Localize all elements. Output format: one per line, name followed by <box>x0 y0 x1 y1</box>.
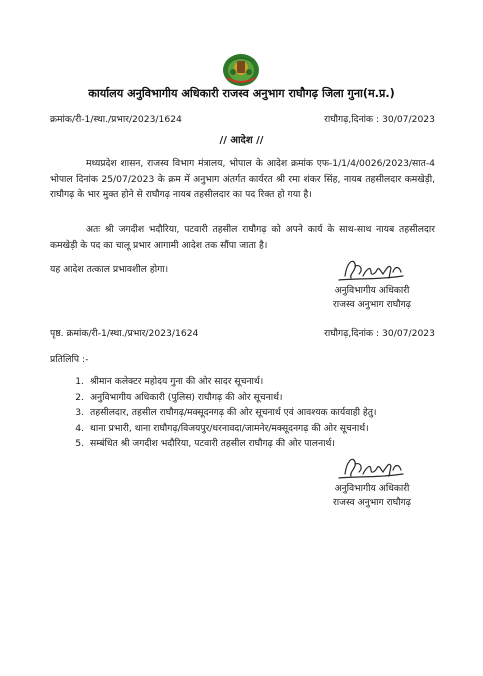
reference-row <box>50 112 435 125</box>
handwritten-signature-icon <box>337 254 407 284</box>
list-item <box>58 374 438 390</box>
order-paragraph-1-text: मध्यप्रदेश शासन, राजस्व विभाग मंत्रालय, भोपाल के आदेश क्रमांक एफ-1/1/4/0026/2023/सात-4 भोपाल दिनांक 25/07/2023 के क्रम में अनुभाग अंतर्गत कार्यरत श्री रमा शंकर सिंह, नायब तहसीलदार कमखेड़ी, राघौगढ़ के भार मुक्त होने से राघौगढ़ नायब तहसीलदार का पद रिक्त हो गया है। <box>50 158 435 200</box>
order-paragraph-3-text: यह आदेश तत्काल प्रभावशील होगा। <box>50 264 169 275</box>
signature-block-2 <box>302 452 442 510</box>
list-item-number: 4. <box>75 422 84 434</box>
list-item <box>58 436 438 452</box>
mp-government-emblem-icon <box>221 52 261 88</box>
order-paragraph-1 <box>50 156 435 203</box>
copy-list <box>58 374 438 452</box>
list-item-text: तहसीलदार, तहसील राघौगढ़/मक्सूदनगढ़ की ओर सूचनार्थ एवं आवश्यक कार्यवाही हेतु। <box>90 407 377 418</box>
list-item-number: 3. <box>75 407 84 418</box>
endorsement-row <box>50 326 435 339</box>
list-item-text: श्रीमान कलेक्टर महोदय गुना की ओर सादर सूचनार्थ। <box>90 376 264 387</box>
order-date: राघौगढ़,दिनांक : 30/07/2023 <box>324 114 435 125</box>
list-item <box>58 390 438 406</box>
list-item <box>58 421 438 437</box>
list-item-number: 5. <box>75 438 84 449</box>
handwritten-signature-icon <box>337 452 407 482</box>
endorsement-date: राघौगढ़,दिनांक : 30/07/2023 <box>324 328 435 339</box>
list-item-number: 1. <box>75 376 84 387</box>
signature-office: राजस्व अनुभाग राघौगढ़ <box>333 497 411 508</box>
signature-designation: अनुविभागीय अधिकारी <box>334 483 410 494</box>
list-item <box>58 405 438 421</box>
list-item-number: 2. <box>75 391 84 403</box>
copy-to-label: प्रतिलिपि :- <box>50 354 89 365</box>
signature-designation: अनुविभागीय अधिकारी <box>334 285 410 296</box>
signature-office: राजस्व अनुभाग राघौगढ़ <box>333 299 411 310</box>
list-item-text: अनुविभागीय अधिकारी (पुलिस) राघौगढ़ की ओर सूचनार्थ। <box>90 391 283 403</box>
office-title: कार्यालय अनुविभागीय अधिकारी राजस्व अनुभाग राघौगढ़ जिला गुना(म.प्र.) <box>88 87 395 100</box>
order-number: क्रमांक/री-1/स्था./प्रभार/2023/1624 <box>50 114 182 125</box>
signature-block <box>302 254 442 312</box>
list-item-text: सम्बंधित श्री जगदीश भदौरिया, पटवारी तहसील राघौगढ़ की ओर पालनार्थ। <box>90 438 335 449</box>
list-item-text: थाना प्रभारी, थाना राघौगढ़/विजयपुर/धरनावदा/जामनेर/मक्सूदनगढ़ की ओर सूचनार्थ। <box>90 422 369 434</box>
endorsement-number: पृष्ठ. क्रमांक/री-1/स्था./प्रभार/2023/1624 <box>50 328 199 339</box>
order-paragraph-2 <box>50 222 435 253</box>
order-paragraph-2-text: अतः श्री जगदीश भदौरिया, पटवारी तहसील राघौगढ़ को अपने कार्य के साथ-साथ नायब तहसीलदार कमखेड़ी के पद का चालू प्रभार आगामी आदेश तक सौंपा जाता है। <box>50 224 435 251</box>
order-heading: // आदेश // <box>219 135 264 146</box>
